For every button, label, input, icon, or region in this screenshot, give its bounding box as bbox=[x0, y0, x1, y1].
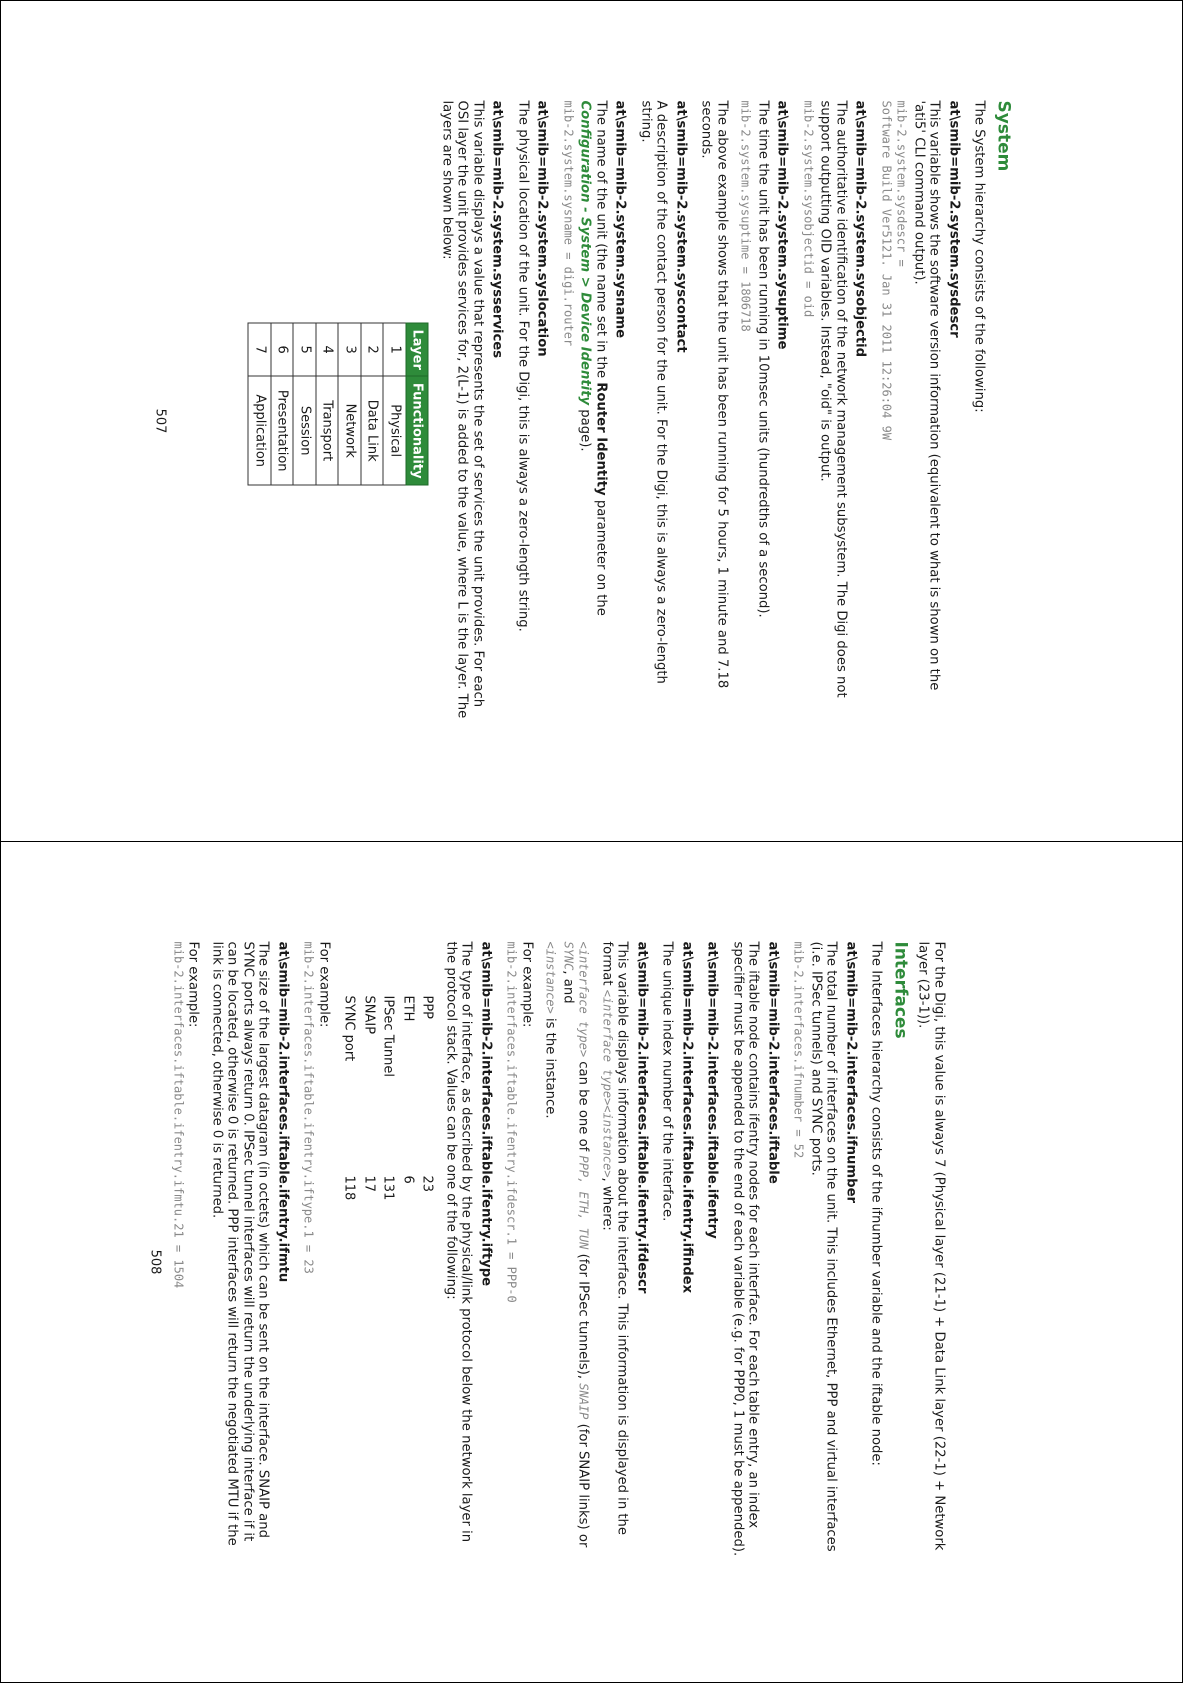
table-row bbox=[316, 323, 339, 485]
sysname-desc-b: parameter on the bbox=[593, 495, 609, 616]
ifdescr-for-example: For example: bbox=[519, 941, 535, 1028]
var-ifindex: at\smib=mib-2.interfaces.iftable.ifentry.ifindex bbox=[679, 941, 695, 1294]
functionality-cell: Presentation bbox=[271, 376, 294, 485]
ifdescr-desc bbox=[599, 942, 630, 1562]
ifdescr-example: mib-2.interfaces.iftable.ifentry.ifdescr.1 = PPP-0 bbox=[505, 941, 519, 1303]
var-ifdescr: at\smib=mib-2.interfaces.iftable.ifentry.ifdescr bbox=[634, 941, 650, 1294]
sysdescr-example: mib-2.system.sysdescr = Software Build Ver5121. Jan 31 2011 12:26:04 9W bbox=[879, 100, 909, 441]
layer-cell: 6 bbox=[271, 323, 294, 376]
table-row bbox=[359, 972, 379, 1201]
page-number: 508 bbox=[147, 1249, 163, 1275]
var-sysuptime: at\smib=mib-2.system.sysuptime bbox=[775, 100, 790, 350]
layer-cell: 3 bbox=[339, 323, 362, 376]
interfaces-intro: The Interfaces hierarchy consists of the ifnumber variable and the iftable node: bbox=[869, 941, 884, 1466]
ifdescr-desc-b: , where: bbox=[599, 1177, 615, 1231]
sysuptime-desc: The time the unit has been running in 10msec units (hundredths of a second). bbox=[755, 100, 771, 618]
sysuptime-note: The above example shows that the unit has been running for 5 hours, 1 minute and 7.18 seconds. bbox=[699, 100, 730, 689]
var-sysdescr: at\smib=mib-2.system.sysdescr bbox=[946, 100, 962, 338]
ifmtu-desc: The size of the largest datagram (in octets) which can be sent on the interface. SNAIP and SYNC ports always return 0. IPSec tunnel interfaces will return the underlying interface if it can be located, otherwise 0 is returned. PPP interfaces will return the negotiated MTU if the link is connected, otherwise 0 is returned. bbox=[209, 941, 271, 1546]
ifdescr-type-desc bbox=[560, 942, 591, 1562]
functionality-cell: Data Link bbox=[361, 376, 384, 485]
ifmtu-example: mib-2.interfaces.iftable.ifentry.ifmtu.21 = 1504 bbox=[171, 941, 186, 1289]
table-row bbox=[418, 972, 438, 1201]
table-row bbox=[249, 323, 272, 485]
type-desc-a: can be one of bbox=[576, 1057, 591, 1156]
iftype-value-cell: 23 bbox=[420, 1175, 435, 1193]
var-sysservices: at\smib=mib-2.system.sysservices bbox=[490, 100, 505, 359]
iftable-desc: The iftable node contains ifentry nodes for each interface. For each table entry, an index specifier must be appended to the end of each variable (e.g. for PPP0, 1 must be appended). bbox=[730, 941, 761, 1557]
ifdescr-format: <interface type><instance> bbox=[600, 989, 615, 1178]
section-heading-system: System bbox=[993, 100, 1014, 172]
sysservices-desc: This variable displays a value that represents the set of services the unit provides. For each OSI layer the unit provides services for, 2(L-1) is added to the value, where L is the layer. The layers are shown below: bbox=[439, 100, 486, 719]
iftype-example: mib-2.interfaces.iftable.ifentry.iftype.1 = 23 bbox=[302, 941, 316, 1274]
functionality-cell: Network bbox=[339, 376, 362, 485]
layer-cell: 2 bbox=[361, 323, 384, 376]
section-heading-interfaces: Interfaces bbox=[890, 941, 911, 1039]
var-ifentry: at\smib=mib-2.interfaces.iftable.ifentry bbox=[705, 941, 720, 1239]
type-desc-b: (for IPSec tunnels), bbox=[576, 1249, 591, 1384]
page-number: 507 bbox=[152, 408, 168, 434]
page-508-content bbox=[170, 942, 947, 1562]
sysobjectid-desc: The authoritative identification of the network management subsystem. The Digi does not support outputting OID variables. Instead, "oid" is output. bbox=[818, 100, 849, 698]
syslocation-desc: The physical location of the unit. For the Digi, this is always a zero-length string. bbox=[515, 100, 531, 632]
snaip-code: SNAIP bbox=[577, 1383, 591, 1420]
layer-header: Layer bbox=[406, 323, 429, 376]
var-syslocation: at\smib=mib-2.system.syslocation bbox=[535, 100, 550, 357]
sync-code: SYNC bbox=[561, 941, 576, 971]
layer-table-header-row bbox=[406, 323, 429, 485]
table-row bbox=[398, 972, 418, 1201]
var-iftype: at\smib=mib-2.interfaces.iftable.ifentry.iftype bbox=[478, 941, 494, 1287]
digi-sysservices-value: For the Digi, this value is always 7 (Physical layer (21-1) + Data Link layer (22-1) + Network layer (23-1)). bbox=[916, 941, 947, 1551]
functionality-cell: Physical bbox=[384, 376, 407, 485]
var-iftable: at\smib=mib-2.interfaces.iftable bbox=[765, 941, 781, 1184]
page-507-content bbox=[248, 100, 1014, 721]
var-sysname: at\smib=mib-2.system.sysname bbox=[613, 100, 628, 339]
iftype-desc: The type of interface, as described by the physical/link protocol below the network layer in the protocol stack. Values can be one of the following: bbox=[443, 941, 474, 1543]
interface-type-code: <interface type> bbox=[577, 941, 591, 1058]
iftype-name-cell: ETH bbox=[400, 995, 416, 1022]
type-desc-c: (for SNAIP links) or bbox=[576, 1419, 591, 1548]
table-row bbox=[339, 323, 362, 485]
table-row bbox=[271, 323, 294, 485]
var-syscontact: at\smib=mib-2.system.syscontact bbox=[673, 100, 689, 353]
iftype-name-cell: IPSec Tunnel bbox=[381, 995, 396, 1077]
functionality-cell: Application bbox=[249, 376, 272, 485]
layer-cell: 4 bbox=[316, 323, 339, 376]
table-row bbox=[340, 972, 360, 1201]
iftype-name-cell: SNAIP bbox=[361, 995, 377, 1035]
table-row bbox=[379, 972, 399, 1201]
var-ifmtu: at\smib=mib-2.interfaces.iftable.ifentry.ifmtu bbox=[275, 941, 291, 1283]
sysname-desc-c: page). bbox=[578, 405, 593, 452]
functionality-header: Functionality bbox=[406, 376, 429, 485]
instance-text: is the instance. bbox=[543, 1013, 558, 1119]
ifdescr-instance-desc bbox=[543, 942, 559, 1562]
page-508 bbox=[1, 842, 1183, 1683]
layer-cell: 5 bbox=[294, 323, 317, 376]
table-row bbox=[384, 323, 407, 485]
syscontact-desc: A description of the contact person for the unit. For the Digi, this is always a zero-length string. bbox=[638, 100, 669, 684]
iftype-value-cell: 131 bbox=[381, 1175, 396, 1201]
sysname-example: mib-2.system.sysname = digi.router bbox=[561, 100, 576, 347]
table-row bbox=[361, 323, 384, 485]
sysuptime-example: mib-2.system.sysuptime = 1806718 bbox=[739, 100, 753, 332]
var-sysobjectid: at\smib=mib-2.system.sysobjectid bbox=[853, 100, 868, 358]
iftype-value-cell: 6 bbox=[400, 1175, 416, 1184]
table-row bbox=[294, 323, 317, 485]
iftype-values-table bbox=[340, 972, 438, 1201]
type-desc-d: , and bbox=[560, 970, 576, 1004]
layer-cell: 7 bbox=[249, 323, 272, 376]
functionality-cell: Transport bbox=[316, 376, 339, 485]
ifdescr-desc-a: This variable displays information about the interface. This information is displayed in the format bbox=[599, 941, 630, 1536]
sysname-desc bbox=[578, 101, 609, 721]
sysdescr-desc: This variable shows the software version information (equivalent to what is shown on the 'ati5' CLI command output). bbox=[911, 100, 942, 691]
iftype-name-cell: SYNC port bbox=[342, 995, 357, 1062]
sysobjectid-example: mib-2.system.sysobjectid = oid bbox=[801, 100, 816, 318]
ifnumber-example: mib-2.interfaces.ifnumber = 52 bbox=[792, 941, 806, 1159]
page-507 bbox=[1, 1, 1183, 842]
sysname-desc-a: The name of the unit (the name set in the bbox=[593, 100, 609, 383]
layer-cell: 1 bbox=[384, 323, 407, 376]
osi-layer-table bbox=[248, 323, 429, 486]
iftype-name-cell: PPP bbox=[420, 995, 435, 1020]
iftype-value-cell: 17 bbox=[361, 1175, 377, 1193]
ifmtu-for-example: For example: bbox=[186, 941, 201, 1028]
interface-type-list: PPP, ETH, TUN bbox=[577, 1155, 591, 1250]
functionality-cell: Session bbox=[294, 376, 317, 485]
system-intro: The System hierarchy consists of the following: bbox=[972, 100, 987, 413]
var-ifnumber: at\smib=mib-2.interfaces.ifnumber bbox=[843, 941, 859, 1204]
iftype-value-cell: 118 bbox=[342, 1175, 357, 1201]
device-identity-nav-path: Configuration - System > Device Identity bbox=[578, 100, 593, 406]
ifindex-desc: The unique index number of the interface. bbox=[660, 941, 675, 1222]
iftype-for-example: For example: bbox=[316, 941, 332, 1028]
instance-code: <instance> bbox=[544, 941, 558, 1014]
ifnumber-desc: The total number of interfaces on the unit. This includes Ethernet, PPP and virtual interfaces (i.e. IPSec tunnels) and SYNC ports. bbox=[808, 941, 839, 1552]
router-identity-label: Router Identity bbox=[593, 382, 609, 496]
